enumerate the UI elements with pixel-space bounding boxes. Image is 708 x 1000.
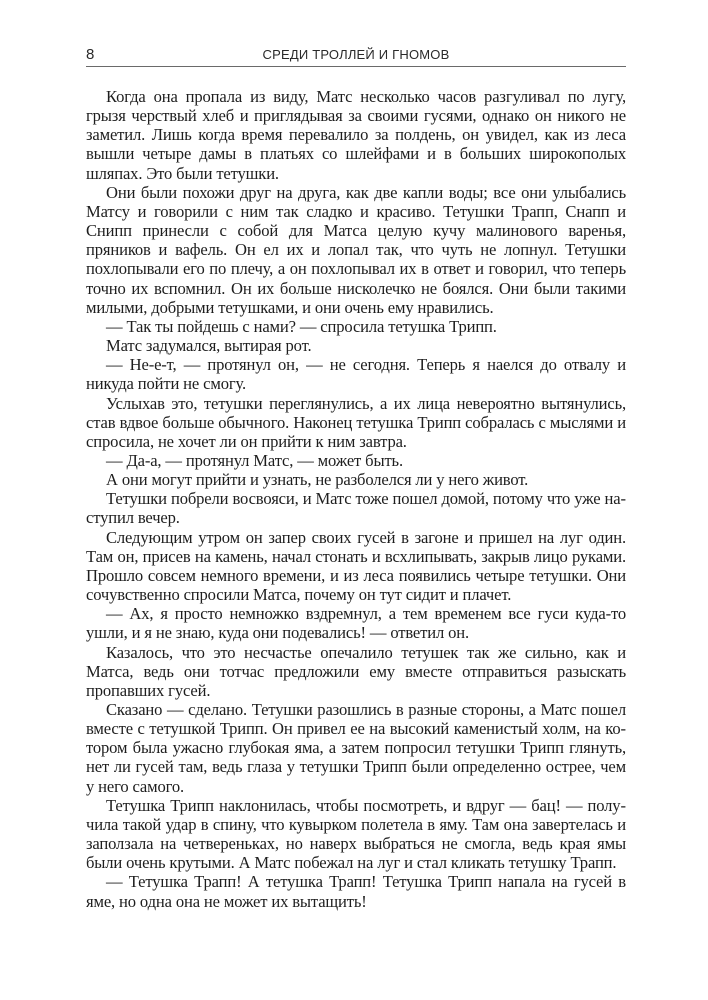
body-text [86,87,626,911]
paragraph: Тетушки побрели восвояси, и Матс тоже пошел домой, потому что уже наступил вечер. [86,489,626,528]
paragraph: — Не-е-т, — протянул он, — не сегодня. Теперь я наелся до отвалу и никуда пойти не смогу. [86,355,626,394]
paragraph: — Так ты пойдешь с нами? — спросила тетушка Трипп. [106,316,497,336]
paragraph: — Тетушка Трапп! А тетушка Трапп! Тетушка Трипп напала на гусей в яме, но одна она не может их вытащить! [86,872,626,911]
paragraph: Сказано — сделано. Тетушки разошлись в разные стороны, а Матс пошел вместе с тетушкой Трипп. Он привел ее на высокий каменистый холм, на котором была ужасно глубокая яма, а затем попросил тетушки Трипп глянуть, нет ли гусей там, ведь глаза у тетушки Трипп были определенно острее, чем у него самого. [86,700,626,796]
page-number: 8 [86,46,95,63]
paragraph: Тетушка Трипп наклонилась, чтобы посмотреть, и вдруг — бац! — получила такой удар в спину, что кувырком полетела в яму. Там она завертелась и заползала на четвереньках, но наверх выбраться не смогла, ведь края ямы были очень крутыми. А Матс побежал на луг и стал кликать тетушку Трапп. [86,795,626,873]
paragraph: Следующим утром он запер своих гусей в загоне и пришел на луг один. Там он, присев на камень, начал стонать и всхлипывать, закрыв лицо руками. Прошло совсем немного времени, и из леса появились четыре тетушки. Они сочувственно спросили Матса, почему он тут сидит и плачет. [86,527,626,605]
page-header [86,44,626,67]
paragraph: Услыхав это, тетушки переглянулись, а их лица невероятно вытянулись, став вдвое больше обычного. Наконец тетушка Трипп собралась с мыслями и спросила, не хочет ли он прийти к ним завтра. [86,393,626,451]
paragraph: А они могут прийти и узнать, не разболелся ли у него живот. [106,470,529,490]
paragraph: — Ах, я просто немножко вздремнул, а тем временем все гуси куда-то ушли, и я не знаю, куда они подевались! — ответил он. [86,604,626,643]
running-title: СРЕДИ ТРОЛЛЕЙ И ГНОМОВ [262,47,450,62]
paragraph: Они были похожи друг на друга, как две капли воды; все они улыбались Матсу и говорили с ним так сладко и красиво. Тетушки Трапп, Снапп и Снипп принесли с собой для Матса целую кучу малинового варенья, пряников и вафель. Он ел их и лопал так, что чуть не лопнул. Тетушки похлопывали его по плечу, а он похлопывал их в ответ и говорил, что теперь точно их вспомнил. Он их больше нисколечко не боялся. Они были такими милыми, добрыми тетушками, и они очень ему нравились. [86,182,626,317]
paragraph: — Да-а, — протянул Матс, — может быть. [106,450,403,470]
paragraph: Матс задумался, вытирая рот. [106,336,312,356]
paragraph: Казалось, что это несчастье опечалило тетушек так же сильно, как и Матса, ведь они тотчас предложили ему вместе отправиться разыскать пропавших гусей. [86,642,626,700]
paragraph: Когда она пропала из виду, Матс несколько часов разгуливал по лугу, грызя черствый хлеб и приглядывая за своими гусями, однако он никого не заметил. Лишь когда время перевалило за полдень, он увидел, как из леса вышли четыре дамы в платьях со шлейфами и в больших широкополых шляпах. Это были тетушки. [86,87,626,183]
